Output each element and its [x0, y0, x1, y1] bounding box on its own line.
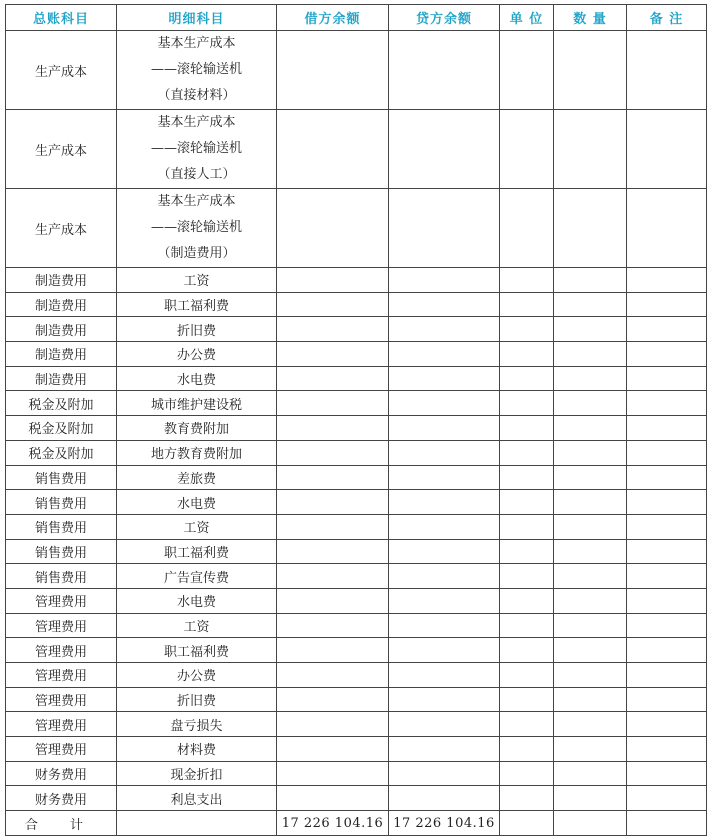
credit-cell: [389, 465, 500, 490]
table-row: [6, 465, 707, 490]
debit-cell: [277, 564, 389, 589]
table-row: [6, 663, 707, 688]
quantity-cell: [554, 638, 627, 663]
unit-cell: [500, 811, 554, 836]
table-row: [6, 317, 707, 342]
header-general-account: 总账科目: [6, 5, 117, 31]
unit-cell: [500, 712, 554, 737]
general-account-cell: 销售费用: [6, 465, 117, 490]
table-row: [6, 292, 707, 317]
general-account-cell: 销售费用: [6, 514, 117, 539]
remarks-cell: [627, 811, 707, 836]
remarks-cell: [627, 366, 707, 391]
unit-cell: [500, 440, 554, 465]
unit-cell: [500, 292, 554, 317]
remarks-cell: [627, 292, 707, 317]
general-account-cell: 管理费用: [6, 613, 117, 638]
detail-account-cell: 利息支出: [117, 786, 277, 811]
remarks-cell: [627, 189, 707, 268]
general-account-cell: 管理费用: [6, 737, 117, 762]
quantity-cell: [554, 416, 627, 441]
unit-cell: [500, 588, 554, 613]
remarks-cell: [627, 687, 707, 712]
unit-cell: [500, 391, 554, 416]
general-account-cell: 财务费用: [6, 761, 117, 786]
credit-cell: [389, 31, 500, 110]
remarks-cell: [627, 490, 707, 515]
table-row: [6, 564, 707, 589]
credit-cell: [389, 342, 500, 367]
header-quantity: 数 量: [554, 5, 627, 31]
table-row: [6, 189, 707, 268]
table-row: [6, 342, 707, 367]
credit-cell: [389, 391, 500, 416]
unit-cell: [500, 31, 554, 110]
detail-line: （直接人工）: [157, 167, 236, 182]
detail-account-cell: [117, 189, 277, 268]
debit-cell: [277, 317, 389, 342]
quantity-cell: [554, 110, 627, 189]
general-account-cell: 制造费用: [6, 366, 117, 391]
remarks-cell: [627, 391, 707, 416]
table-row: [6, 31, 707, 110]
detail-account-cell: [117, 110, 277, 189]
quantity-cell: [554, 366, 627, 391]
unit-cell: [500, 564, 554, 589]
credit-cell: [389, 268, 500, 293]
quantity-cell: [554, 663, 627, 688]
detail-account-cell: 工资: [117, 514, 277, 539]
detail-line: ——滚轮输送机: [150, 141, 242, 156]
quantity-cell: [554, 317, 627, 342]
remarks-cell: [627, 564, 707, 589]
remarks-cell: [627, 786, 707, 811]
quantity-cell: [554, 539, 627, 564]
general-account-cell: 财务费用: [6, 786, 117, 811]
total-credit: 17 226 104.16: [389, 811, 500, 836]
detail-account-cell: 盘亏损失: [117, 712, 277, 737]
remarks-cell: [627, 440, 707, 465]
header-unit: 单 位: [500, 5, 554, 31]
table-row: [6, 613, 707, 638]
table-row: [6, 761, 707, 786]
quantity-cell: [554, 811, 627, 836]
remarks-cell: [627, 588, 707, 613]
general-account-cell: 销售费用: [6, 490, 117, 515]
credit-cell: [389, 613, 500, 638]
detail-account-cell: 职工福利费: [117, 638, 277, 663]
quantity-cell: [554, 737, 627, 762]
debit-cell: [277, 366, 389, 391]
general-account-cell: 生产成本: [6, 31, 117, 110]
credit-cell: [389, 292, 500, 317]
detail-line: 基本生产成本: [157, 115, 236, 130]
debit-cell: [277, 514, 389, 539]
general-account-cell: 管理费用: [6, 588, 117, 613]
credit-cell: [389, 663, 500, 688]
unit-cell: [500, 539, 554, 564]
detail-account-cell: 职工福利费: [117, 539, 277, 564]
quantity-cell: [554, 786, 627, 811]
remarks-cell: [627, 712, 707, 737]
detail-line: 基本生产成本: [157, 194, 236, 209]
header-remarks: 备 注: [627, 5, 707, 31]
quantity-cell: [554, 189, 627, 268]
table-row: [6, 539, 707, 564]
credit-cell: [389, 761, 500, 786]
unit-cell: [500, 110, 554, 189]
unit-cell: [500, 687, 554, 712]
debit-cell: [277, 465, 389, 490]
unit-cell: [500, 613, 554, 638]
debit-cell: [277, 737, 389, 762]
credit-cell: [389, 366, 500, 391]
unit-cell: [500, 663, 554, 688]
unit-cell: [500, 490, 554, 515]
debit-cell: [277, 761, 389, 786]
remarks-cell: [627, 638, 707, 663]
remarks-cell: [627, 268, 707, 293]
detail-account-cell: 折旧费: [117, 317, 277, 342]
detail-account-cell: [117, 811, 277, 836]
credit-cell: [389, 110, 500, 189]
general-account-cell: 销售费用: [6, 539, 117, 564]
general-account-cell: 生产成本: [6, 189, 117, 268]
header-debit-balance: 借方余额: [277, 5, 389, 31]
unit-cell: [500, 737, 554, 762]
detail-account-cell: 教育费附加: [117, 416, 277, 441]
unit-cell: [500, 761, 554, 786]
detail-line: ——滚轮输送机: [150, 220, 242, 235]
general-account-cell: 管理费用: [6, 638, 117, 663]
total-row: [6, 811, 707, 836]
detail-account-cell: 地方教育费附加: [117, 440, 277, 465]
unit-cell: [500, 416, 554, 441]
quantity-cell: [554, 761, 627, 786]
detail-account-cell: 广告宣传费: [117, 564, 277, 589]
debit-cell: [277, 416, 389, 441]
detail-line: ——滚轮输送机: [150, 62, 242, 77]
debit-cell: [277, 712, 389, 737]
detail-line: （直接材料）: [157, 88, 236, 103]
detail-account-cell: 折旧费: [117, 687, 277, 712]
table-row: [6, 440, 707, 465]
detail-account-cell: 工资: [117, 613, 277, 638]
table-row: [6, 737, 707, 762]
table-row: [6, 268, 707, 293]
remarks-cell: [627, 663, 707, 688]
general-account-cell: 销售费用: [6, 564, 117, 589]
debit-cell: [277, 189, 389, 268]
credit-cell: [389, 638, 500, 663]
general-account-cell: 税金及附加: [6, 391, 117, 416]
detail-line: （制造费用）: [157, 246, 236, 261]
detail-account-cell: 材料费: [117, 737, 277, 762]
debit-cell: [277, 786, 389, 811]
detail-line: 基本生产成本: [157, 36, 236, 51]
trial-balance-table: [5, 4, 707, 836]
table-row: [6, 110, 707, 189]
general-account-cell: 制造费用: [6, 342, 117, 367]
table-row: [6, 687, 707, 712]
debit-cell: [277, 687, 389, 712]
credit-cell: [389, 490, 500, 515]
quantity-cell: [554, 31, 627, 110]
remarks-cell: [627, 539, 707, 564]
debit-cell: [277, 292, 389, 317]
table-row: [6, 588, 707, 613]
debit-cell: [277, 588, 389, 613]
general-account-cell: 税金及附加: [6, 416, 117, 441]
credit-cell: [389, 514, 500, 539]
debit-cell: [277, 31, 389, 110]
credit-cell: [389, 539, 500, 564]
detail-account-cell: 办公费: [117, 663, 277, 688]
remarks-cell: [627, 613, 707, 638]
general-account-cell: 管理费用: [6, 712, 117, 737]
debit-cell: [277, 490, 389, 515]
detail-account-cell: 现金折扣: [117, 761, 277, 786]
detail-account-cell: 职工福利费: [117, 292, 277, 317]
quantity-cell: [554, 588, 627, 613]
debit-cell: [277, 638, 389, 663]
quantity-cell: [554, 514, 627, 539]
remarks-cell: [627, 342, 707, 367]
debit-cell: [277, 391, 389, 416]
credit-cell: [389, 189, 500, 268]
credit-cell: [389, 712, 500, 737]
quantity-cell: [554, 292, 627, 317]
remarks-cell: [627, 31, 707, 110]
quantity-cell: [554, 268, 627, 293]
detail-account-cell: 差旅费: [117, 465, 277, 490]
quantity-cell: [554, 342, 627, 367]
remarks-cell: [627, 514, 707, 539]
unit-cell: [500, 638, 554, 663]
credit-cell: [389, 786, 500, 811]
remarks-cell: [627, 761, 707, 786]
quantity-cell: [554, 687, 627, 712]
credit-cell: [389, 737, 500, 762]
unit-cell: [500, 514, 554, 539]
general-account-cell: 生产成本: [6, 110, 117, 189]
remarks-cell: [627, 465, 707, 490]
table-row: [6, 712, 707, 737]
header-credit-balance: 贷方余额: [389, 5, 500, 31]
general-account-cell: 制造费用: [6, 268, 117, 293]
total-label: 合 计: [6, 811, 117, 836]
table-row: [6, 366, 707, 391]
general-account-cell: 管理费用: [6, 687, 117, 712]
quantity-cell: [554, 391, 627, 416]
table-row: [6, 391, 707, 416]
quantity-cell: [554, 490, 627, 515]
quantity-cell: [554, 613, 627, 638]
debit-cell: [277, 110, 389, 189]
unit-cell: [500, 268, 554, 293]
debit-cell: [277, 342, 389, 367]
table-row: [6, 416, 707, 441]
general-account-cell: 制造费用: [6, 317, 117, 342]
header-detail-account: 明细科目: [117, 5, 277, 31]
table-row: [6, 638, 707, 663]
general-account-cell: 税金及附加: [6, 440, 117, 465]
table-row: [6, 490, 707, 515]
remarks-cell: [627, 737, 707, 762]
quantity-cell: [554, 465, 627, 490]
detail-account-cell: 工资: [117, 268, 277, 293]
detail-account-cell: 水电费: [117, 490, 277, 515]
credit-cell: [389, 416, 500, 441]
unit-cell: [500, 465, 554, 490]
table-row: [6, 786, 707, 811]
detail-account-cell: 办公费: [117, 342, 277, 367]
quantity-cell: [554, 564, 627, 589]
remarks-cell: [627, 317, 707, 342]
quantity-cell: [554, 440, 627, 465]
detail-account-cell: [117, 31, 277, 110]
debit-cell: [277, 268, 389, 293]
general-account-cell: 制造费用: [6, 292, 117, 317]
total-debit: 17 226 104.16: [277, 811, 389, 836]
credit-cell: [389, 440, 500, 465]
detail-account-cell: 水电费: [117, 588, 277, 613]
unit-cell: [500, 189, 554, 268]
credit-cell: [389, 564, 500, 589]
detail-account-cell: 水电费: [117, 366, 277, 391]
unit-cell: [500, 786, 554, 811]
remarks-cell: [627, 416, 707, 441]
debit-cell: [277, 539, 389, 564]
unit-cell: [500, 366, 554, 391]
unit-cell: [500, 342, 554, 367]
header-row: [6, 5, 707, 31]
debit-cell: [277, 663, 389, 688]
quantity-cell: [554, 712, 627, 737]
credit-cell: [389, 687, 500, 712]
credit-cell: [389, 317, 500, 342]
credit-cell: [389, 588, 500, 613]
debit-cell: [277, 613, 389, 638]
general-account-cell: 管理费用: [6, 663, 117, 688]
table-row: [6, 514, 707, 539]
debit-cell: [277, 440, 389, 465]
detail-account-cell: 城市维护建设税: [117, 391, 277, 416]
remarks-cell: [627, 110, 707, 189]
unit-cell: [500, 317, 554, 342]
